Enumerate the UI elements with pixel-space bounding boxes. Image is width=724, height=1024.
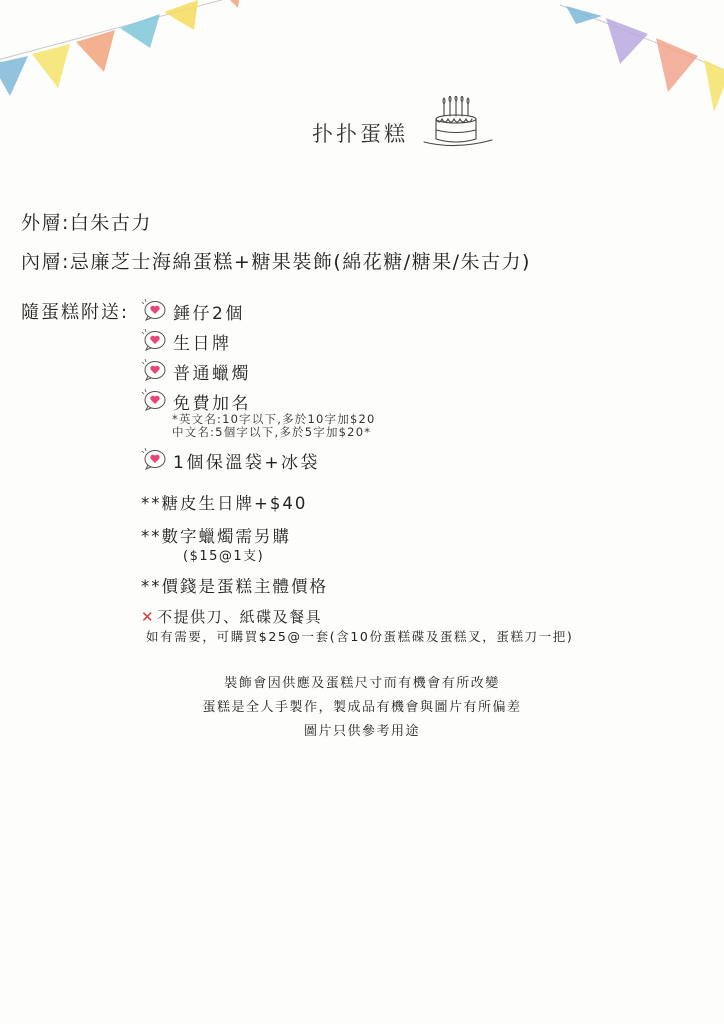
no-cutlery-text: 不提供刀、紙碟及餐具 <box>157 608 323 626</box>
name-note-english: *英文名:10字以下,多於10字加$20 <box>172 412 376 426</box>
bunting-flag <box>226 0 240 8</box>
gift-item-label: 免費加名 <box>173 394 251 414</box>
bunting-flag <box>32 44 70 88</box>
bunting-flag <box>566 6 602 24</box>
heart-bubble-icon <box>140 297 168 323</box>
cross-icon: ✕ <box>141 608 156 626</box>
bunting-flag <box>76 30 115 72</box>
heart-bubble-icon <box>140 387 168 413</box>
brand-name: 扑扑蛋糕 <box>312 122 408 146</box>
price-note: **價錢是蛋糕主體價格 <box>141 577 328 596</box>
footer-line: 裝飾會因供應及蛋糕尺寸而有機會有所改變 <box>224 676 500 691</box>
heart-bubble-icon <box>140 327 168 353</box>
bunting-flag <box>164 0 198 30</box>
heart-bubble-icon <box>140 357 168 383</box>
outer-layer-text: 外層:白朱古力 <box>21 212 152 234</box>
gift-item-label: 普通蠟燭 <box>173 364 251 384</box>
number-candle-note: **數字蠟燭需另購 <box>141 527 291 546</box>
sugar-plaque-note: **糖皮生日牌+$40 <box>141 494 308 513</box>
footer-line: 蛋糕是全人手製作，製成品有機會與圖片有所偏差 <box>202 700 522 715</box>
gift-item-label: 生日牌 <box>173 334 232 354</box>
no-cutlery-note <box>141 606 322 627</box>
number-candle-price: ($15@1支) <box>183 549 265 564</box>
name-note-chinese: 中文名:5個字以下,多於5字加$20* <box>172 425 372 439</box>
footer-line: 圖片只供參考用途 <box>303 724 420 739</box>
gift-item-label: 1個保溫袋+冰袋 <box>173 453 321 473</box>
gift-item-label: 錘仔2個 <box>173 304 245 324</box>
bunting-flag <box>704 60 724 112</box>
bunting-flag <box>120 14 160 48</box>
bunting-flag <box>656 38 698 92</box>
gifts-label: 隨蛋糕附送: <box>21 302 130 323</box>
birthday-cake-icon <box>422 96 494 152</box>
bunting-flag <box>0 56 28 96</box>
inner-layer-text: 內層:忌廉芝士海綿蛋糕+糖果裝飾(綿花糖/糖果/朱古力) <box>21 251 531 273</box>
bunting-flag <box>606 18 648 64</box>
cutlery-purchase-note: 如有需要，可購買$25@一套(含10份蛋糕碟及蛋糕叉，蛋糕刀一把) <box>146 629 574 644</box>
bunting-decoration <box>0 0 724 120</box>
heart-bubble-icon <box>140 446 168 472</box>
